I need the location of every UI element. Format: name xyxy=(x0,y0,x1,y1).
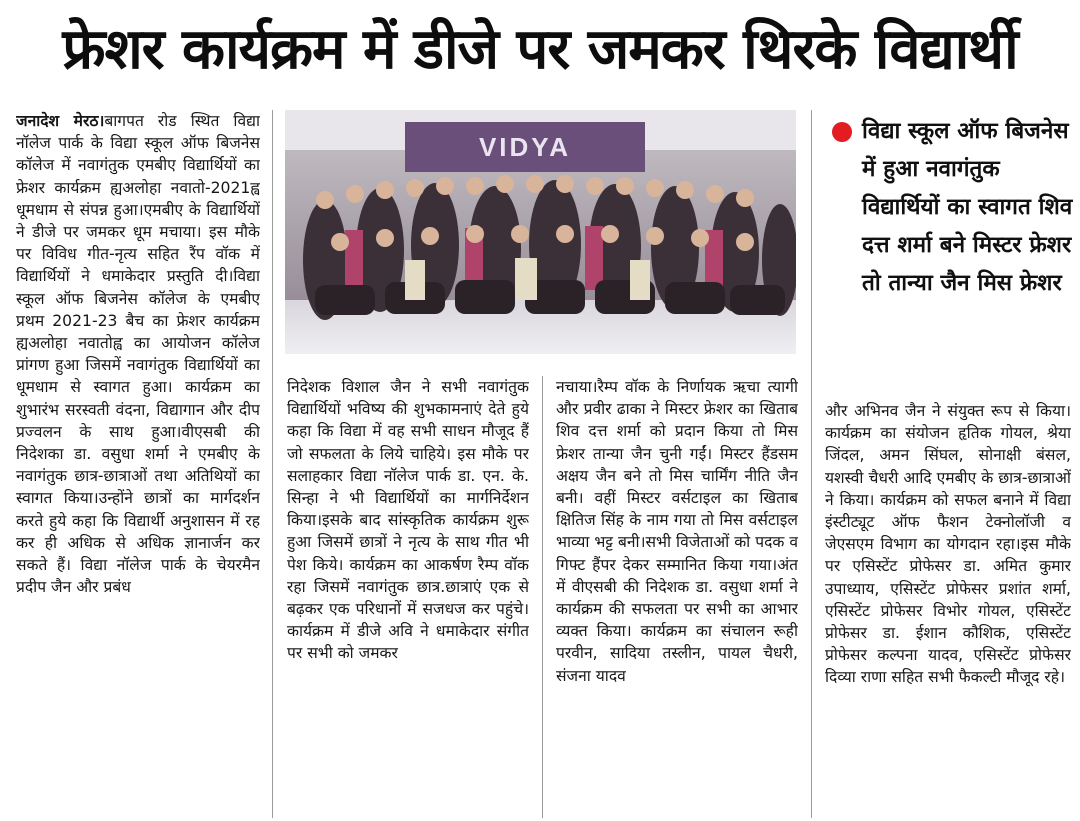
column-divider xyxy=(542,376,543,818)
column-divider xyxy=(272,110,273,818)
callout-text: विद्या स्कूल ऑफ बिजनेस में हुआ नवागंतुक विद्यार्थियों का स्वागत शिव दत्त शर्मा बने मिस्टर फ्रेशर तो तान्या जैन मिस फ्रेशर xyxy=(862,118,1073,296)
article-column-3 xyxy=(556,376,798,818)
column-2-text: निदेशक विशाल जैन ने सभी नवागंतुक विद्यार्थियों भविष्य की शुभकामनाएं देते हुये कहा कि विद्या में वह सभी साधन मौजूद हैं जो सफलता के लिये चाहिये। इस मौके पर सलाहकार विद्या नॉलेज पार्क डा. एन. के. सिन्हा ने भी विद्यार्थियों का मार्गनिर्देशन किया।इसके बाद सांस्कृतिक कार्यक्रम शुरू हुआ जिसमें छात्रों ने नृत्य के साथ गीत भी पेश किये। कार्यक्रम का आकर्षण रैम्प वॉक रहा जिसमें नवागंतुक छात्र.छात्राएं एक से बढ़कर एक परिधानों में सजधज कर पहुंचे। कार्यक्रम में डीजे अवि ने धमाकेदार संगीत पर सभी को जमकर xyxy=(287,378,529,663)
article-column-1 xyxy=(16,110,260,818)
event-group-photo xyxy=(285,110,796,354)
column-3-text: नचाया।रैम्प वॉक के निर्णायक ऋचा त्यागी और प्रवीर ढाका ने मिस्टर फ्रेशर का खिताब शिव दत्त शर्मा को प्रदान किया तो मिस फ्रेशर तान्या जैन चुनी गईं। मिस्टर हैंडसम अक्षय जैन बने तो मिस चार्मिंग नीति जैन बनी। वहीं मिस्टर वर्सटाइल का खिताब क्षितिज सिंह के नाम गया तो मिस वर्सटाइल भाव्या भट्ट बनी।सभी विजेताओं को पदक व गिफ्ट हैंपर देकर सम्मानित किया गया।अंत में वीएसबी की निदेशक डा. वसुधा शर्मा ने कार्यक्रम की सफलता पर सभी का आभार व्यक्त किया। कार्यक्रम का संचालन रूही परवीन, सादिया तस्लीन, पायल चैधरी, संजना यादव xyxy=(556,378,798,685)
event-photo xyxy=(285,110,796,354)
banner-text: VIDYA xyxy=(478,132,572,162)
column-divider xyxy=(811,110,812,818)
dateline: जनादेश मेरठ। xyxy=(16,112,105,130)
headline: फ्रेशर कार्यक्रम में डीजे पर जमकर थिरके विद्यार्थी xyxy=(62,17,1018,82)
highlight-callout xyxy=(828,112,1076,382)
red-bullet-icon xyxy=(832,122,852,142)
article-column-4 xyxy=(825,400,1071,818)
column-4-text: और अभिनव जैन ने संयुक्त रूप से किया। कार्यक्रम का संयोजन हृतिक गोयल, श्रेया जिंदल, अमन सिंघल, सोनाक्षी बंसल, यशस्वी चैधरी आदि एमबीए के छात्र-छात्राओं ने किया। कार्यक्रम को सफल बनाने में विद्या इंस्टीट्यूट ऑफ फैशन टेक्नोलॉजी व जेएसएम विभाग का योगदान रहा।इस मौके पर एसिस्टेंट प्रोफेसर डा. अमित कुमार उपाध्याय, एसिस्टेंट प्रोफेसर प्रशांत शर्मा, एसिस्टेंट प्रोफेसर विभोर गोयल, एसिस्टेंट प्रोफेसर डा. ईशान कौशिक, एसिस्टेंट प्रोफेसर कल्पना यादव, एसिस्टेंट प्रोफेसर दिव्या राणा सहित सभी फैकल्टी मौजूद रहे। xyxy=(825,402,1071,687)
article-column-2 xyxy=(287,376,529,818)
column-1-text: बागपत रोड स्थित विद्या नॉलेज पार्क के विद्या स्कूल ऑफ बिजनेस कॉलेज में नवागंतुक एमबीए विद्यार्थियों का फ्रेशर कार्यक्रम ह्यअलोहा नवातो-2021ह्व धूमधाम से संपन्न हुआ।एमबीए के विद्यार्थियों ने डीजे पर जमकर धूम मचाया। इस मौके पर विविध गीत-नृत्य सहित रैंप वॉक में विद्यार्थियों ने धमाकेदार प्रस्तुति दी।विद्या स्कूल ऑफ बिजनेस कॉलेज के एमबीए प्रथम 2021-23 बैच का फ्रेशर कार्यक्रम ह्यअलोहा नवातोह्व का आयोजन कॉलेज प्रांगण हुआ जिसमें नवागंतुक विद्यार्थियों का धूमधाम से स्वागत हुआ। कार्यक्रम का शुभारंभ सरस्वती वंदना, विद्यागान और दीप प्रज्वलन के साथ हुआ।वीएसबी की निदेशका डा. वसुधा शर्मा ने एमबीए के नवागंतुक छात्र-छात्राओं तथा अतिथियों का स्वागत किया।उन्होंने छात्रों का मार्गदर्शन करते हुये कहा कि विद्यार्थी अनुशासन में रह कर ही अधिक से अधिक ज्ञानार्जन कर सकते हैं। विद्या नॉलेज पार्क के चेयरमैन प्रदीप जैन और प्रबंध xyxy=(16,112,260,597)
